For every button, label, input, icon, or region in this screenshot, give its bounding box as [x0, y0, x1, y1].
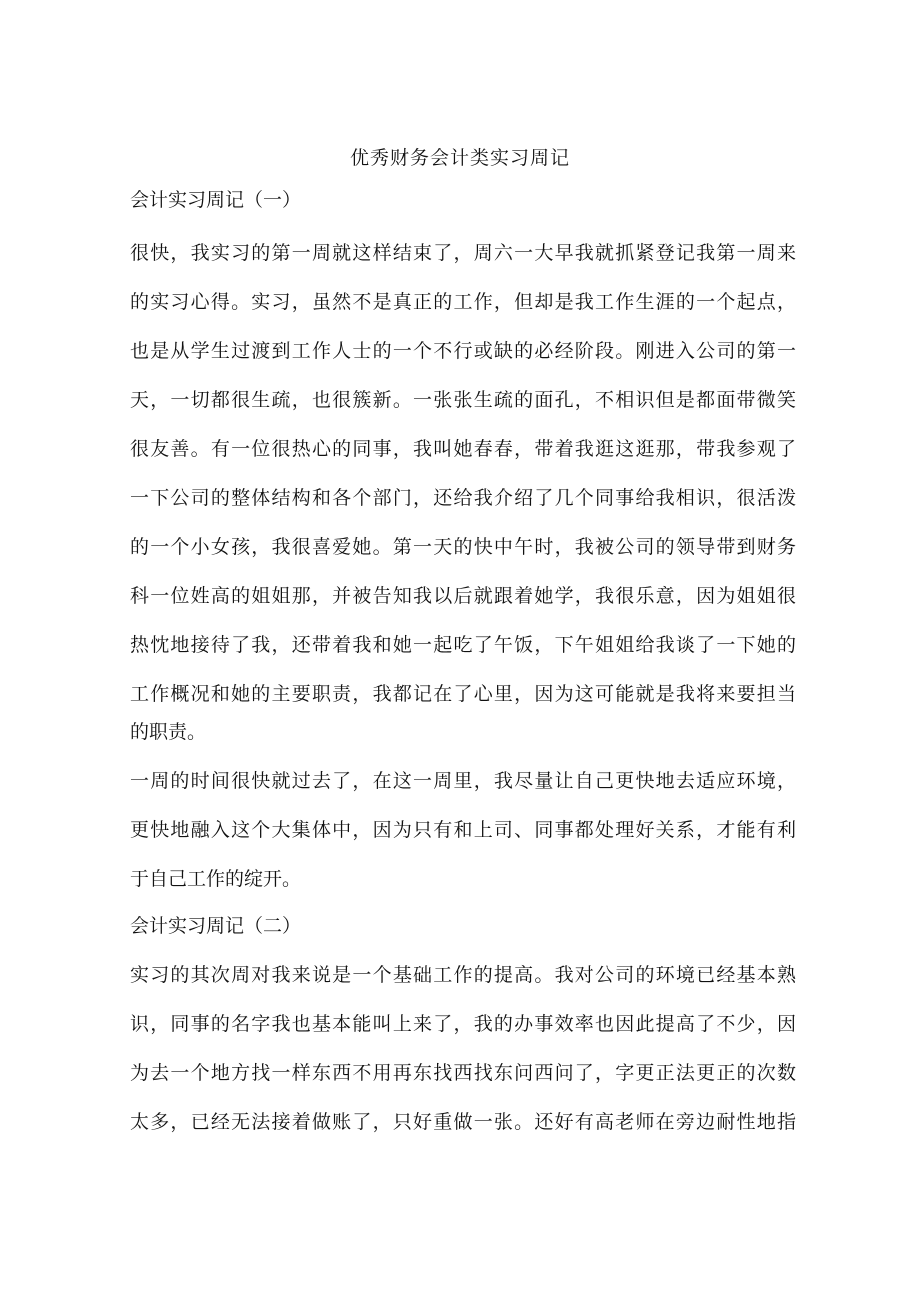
document-title: 优秀财务会计类实习周记 [349, 147, 570, 169]
paragraph-line: 为去一个地方找一样东西不用再东找西找东问西问了，字更正法更正的次数 [130, 1062, 796, 1084]
paragraph-line: 天，一切都很生疏，也很簇新。一张张生疏的面孔，不相识但是都面带微笑 [130, 389, 796, 411]
section-heading-2: 会计实习周记（二） [130, 915, 302, 937]
paragraph-line: 实习的其次周对我来说是一个基础工作的提高。我对公司的环境已经基本熟 [130, 964, 796, 986]
paragraph-line: 很友善。有一位很热心的同事，我叫她春春，带着我逛这逛那，带我参观了 [130, 438, 796, 460]
paragraph-line: 识，同事的名字我也基本能叫上来了，我的办事效率也因此提高了不少，因 [130, 1013, 796, 1035]
paragraph-line: 也是从学生过渡到工作人士的一个不行或缺的必经阶段。刚进入公司的第一 [130, 340, 796, 362]
paragraph-line: 一下公司的整体结构和各个部门，还给我介绍了几个同事给我相识，很活泼 [130, 487, 796, 509]
section-heading-1: 会计实习周记（一） [130, 189, 302, 211]
paragraph-line: 的一个小女孩，我很喜爱她。第一天的快中午时，我被公司的领导带到财务 [130, 536, 796, 558]
paragraph-line: 的职责。 [130, 721, 207, 743]
paragraph-line: 很快，我实习的第一周就这样结束了，周六一大早我就抓紧登记我第一周来 [130, 242, 796, 264]
paragraph-line: 一周的时间很快就过去了，在这一周里，我尽量让自己更快地去适应环境， [130, 770, 796, 792]
paragraph-line: 的实习心得。实习，虽然不是真正的工作，但却是我工作生涯的一个起点， [130, 291, 796, 313]
paragraph-line: 科一位姓高的姐姐那，并被告知我以后就跟着她学，我很乐意，因为姐姐很 [130, 585, 796, 607]
paragraph-line: 更快地融入这个大集体中，因为只有和上司、同事都处理好关系，才能有利 [130, 819, 796, 841]
paragraph-line: 工作概况和她的主要职责，我都记在了心里，因为这可能就是我将来要担当 [130, 683, 796, 705]
paragraph-line: 热忱地接待了我，还带着我和她一起吃了午饭，下午姐姐给我谈了一下她的 [130, 634, 796, 656]
paragraph-line: 于自己工作的绽开。 [130, 868, 302, 890]
paragraph-line: 太多，已经无法接着做账了，只好重做一张。还好有高老师在旁边耐性地指 [130, 1111, 796, 1133]
